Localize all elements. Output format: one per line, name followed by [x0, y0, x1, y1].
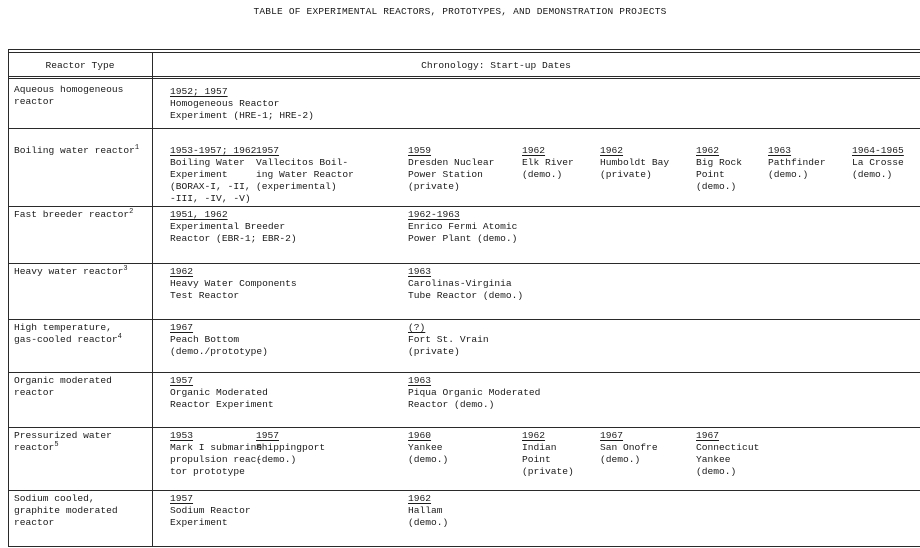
startup-date: 1957 — [170, 375, 194, 386]
row-divider — [8, 490, 920, 491]
chronology-entry — [696, 430, 759, 478]
table-title: TABLE OF EXPERIMENTAL REACTORS, PROTOTYPES, AND DEMONSTRATION PROJECTS — [253, 6, 667, 17]
reactor-type-line: High temperature, — [14, 322, 112, 333]
project-description-line: (demo./prototype) — [170, 346, 268, 357]
startup-date: 1953-1957; 1962 — [170, 145, 257, 156]
reactor-type-line: Organic moderated — [14, 375, 112, 386]
reactor-type-line: Sodium cooled, — [14, 493, 95, 504]
reactor-type-cell — [14, 145, 139, 157]
project-description-line: Dresden Nuclear — [408, 157, 495, 168]
reactor-type-line: reactor — [14, 96, 55, 107]
table-bottom-rule — [8, 546, 920, 547]
row-divider — [8, 372, 920, 373]
startup-date: 1962-1963 — [408, 209, 460, 220]
project-description-line: (demo.) — [696, 181, 737, 192]
chronology-entry — [696, 145, 742, 193]
project-description-line: Experimental Breeder — [170, 221, 286, 232]
project-description-line: Experiment — [170, 517, 228, 528]
reactor-type-cell — [14, 375, 112, 399]
project-description-line: Pathfinder — [768, 157, 826, 168]
footnote-marker: 2 — [129, 207, 134, 216]
footnote-marker: 3 — [123, 264, 128, 273]
footnote-marker: 1 — [134, 143, 140, 152]
project-description-line: Boiling Water — [170, 157, 245, 168]
startup-date: 1962 — [408, 493, 432, 504]
chronology-entry — [170, 209, 297, 245]
startup-date: 1967 — [170, 322, 194, 333]
project-description-line: Indian — [522, 442, 557, 453]
reactor-type-line: Heavy water reactor$^3$ — [14, 264, 128, 277]
project-description-line: (demo.) — [408, 517, 449, 528]
chronology-entry — [256, 430, 325, 466]
project-description-line: Piqua Organic Moderated — [408, 387, 541, 398]
project-description-line: La Crosse — [852, 157, 904, 168]
project-description-line: Enrico Fermi Atomic — [408, 221, 518, 232]
chronology-entry — [522, 145, 574, 181]
header-bottom-rule-inner — [8, 78, 920, 79]
project-description-line: (private) — [600, 169, 652, 180]
chronology-entry — [408, 493, 448, 529]
chronology-entry — [170, 145, 256, 205]
startup-date: (?) — [408, 322, 426, 333]
reactor-type-line: reactor$^5$ — [14, 440, 59, 453]
chronology-entry — [600, 430, 658, 466]
project-description-line: ing Water Reactor — [256, 169, 354, 180]
reactor-type-cell — [14, 493, 118, 529]
row-divider — [8, 427, 920, 428]
project-description-line: Reactor (demo.) — [408, 399, 495, 410]
row-divider — [8, 128, 920, 129]
reactor-type-line: Pressurized water — [14, 430, 112, 441]
chronology-entry — [768, 145, 826, 181]
project-description-line: (demo.) — [696, 466, 737, 477]
chronology-entry — [408, 322, 489, 358]
startup-date: 1959 — [408, 145, 432, 156]
table-left-border — [8, 49, 9, 547]
reactor-type-cell — [14, 209, 133, 221]
chronology-entry — [256, 145, 354, 193]
table-top-rule-inner — [8, 52, 920, 53]
project-description-line: Point — [696, 169, 725, 180]
startup-date: 1957 — [170, 493, 194, 504]
row-divider — [8, 319, 920, 320]
startup-date: 1952; 1957 — [170, 86, 228, 97]
project-description-line: (demo.) — [600, 454, 641, 465]
column-divider — [152, 52, 153, 546]
footnote-marker: 4 — [117, 332, 122, 341]
project-description-line: Yankee — [408, 442, 443, 453]
project-description-line: Reactor Experiment — [170, 399, 274, 410]
project-description-line: Mark I submarine — [170, 442, 263, 453]
reactor-type-cell — [14, 84, 123, 108]
project-description-line: Big Rock — [696, 157, 743, 168]
chronology-entry — [852, 145, 904, 181]
project-description-line: Sodium Reactor — [170, 505, 251, 516]
chronology-entry — [170, 266, 297, 302]
header-bottom-rule — [8, 76, 920, 77]
project-description-line: Carolinas-Virginia — [408, 278, 512, 289]
startup-date: 1962 — [696, 145, 720, 156]
table-top-rule — [8, 49, 920, 50]
project-description-line: Power Station — [408, 169, 483, 180]
startup-date: 1967 — [600, 430, 624, 441]
project-description-line: Yankee — [696, 454, 731, 465]
project-description-line: (demo.) — [408, 454, 449, 465]
project-description-line: Organic Moderated — [170, 387, 268, 398]
startup-date: 1962 — [170, 266, 194, 277]
chronology-entry — [170, 493, 251, 529]
reactor-type-line: reactor — [14, 517, 55, 528]
startup-date: 1963 — [408, 266, 432, 277]
reactor-type-line: Aqueous homogeneous — [14, 84, 124, 95]
startup-date: 1957 — [256, 145, 280, 156]
project-description-line: tor prototype — [170, 466, 245, 477]
chronology-entry — [408, 266, 523, 302]
project-description-line: Tube Reactor (demo.) — [408, 290, 524, 301]
project-description-line: -III, -IV, -V) — [170, 193, 251, 204]
project-description-line: Peach Bottom — [170, 334, 240, 345]
chronology-entry — [408, 430, 448, 466]
startup-date: 1963 — [768, 145, 792, 156]
startup-date: 1962 — [600, 145, 624, 156]
header-reactor-type: Reactor Type — [45, 60, 115, 71]
reactor-type-line: reactor — [14, 387, 55, 398]
chronology-entry — [170, 86, 314, 122]
reactor-type-cell — [14, 430, 112, 454]
project-description-line: Point — [522, 454, 551, 465]
chronology-entry — [170, 375, 274, 411]
project-description-line: (demo.) — [522, 169, 563, 180]
chronology-entry — [600, 145, 669, 181]
footnote-marker: 5 — [54, 440, 59, 449]
row-divider — [8, 206, 920, 207]
project-description-line: (demo.) — [256, 454, 297, 465]
project-description-line: (BORAX-I, -II, — [170, 181, 251, 192]
project-description-line: (private) — [522, 466, 574, 477]
project-description-line: San Onofre — [600, 442, 658, 453]
reactor-type-line: gas-cooled reactor$^4$ — [14, 332, 122, 345]
project-description-line: (demo.) — [852, 169, 893, 180]
chronology-entry — [170, 430, 262, 478]
project-description-line: Experiment (HRE-1; HRE-2) — [170, 110, 314, 121]
startup-date: 1964-1965 — [852, 145, 904, 156]
startup-date: 1951, 1962 — [170, 209, 228, 220]
chronology-entry — [408, 375, 540, 411]
project-description-line: Homogeneous Reactor — [170, 98, 280, 109]
reactor-type-line: graphite moderated — [14, 505, 118, 516]
project-description-line: Test Reactor — [170, 290, 240, 301]
project-description-line: Shippingport — [256, 442, 326, 453]
startup-date: 1953 — [170, 430, 194, 441]
project-description-line: (private) — [408, 346, 460, 357]
project-description-line: Connecticut — [696, 442, 760, 453]
project-description-line: Vallecitos Boil- — [256, 157, 349, 168]
reactor-type-line: Fast breeder reactor$^2$ — [14, 207, 134, 220]
startup-date: 1963 — [408, 375, 432, 386]
reactor-type-cell — [14, 322, 122, 346]
startup-date: 1962 — [522, 145, 546, 156]
reactor-type-cell — [14, 266, 128, 278]
project-description-line: Power Plant (demo.) — [408, 233, 518, 244]
startup-date: 1967 — [696, 430, 720, 441]
project-description-line: Heavy Water Components — [170, 278, 297, 289]
header-chronology: Chronology: Start-up Dates — [421, 60, 571, 71]
chronology-entry — [170, 322, 268, 358]
row-divider — [8, 263, 920, 264]
startup-date: 1960 — [408, 430, 432, 441]
project-description-line: Elk River — [522, 157, 574, 168]
project-description-line: Experiment — [170, 169, 228, 180]
reactor-type-line: Boiling water reactor$^1$ — [14, 143, 140, 156]
project-description-line: Reactor (EBR-1; EBR-2) — [170, 233, 297, 244]
project-description-line: (private) — [408, 181, 460, 192]
chronology-entry — [408, 209, 517, 245]
project-description-line: (demo.) — [768, 169, 809, 180]
chronology-entry — [408, 145, 494, 193]
startup-date: 1957 — [256, 430, 280, 441]
project-description-line: Humboldt Bay — [600, 157, 670, 168]
project-description-line: Hallam — [408, 505, 443, 516]
project-description-line: Fort St. Vrain — [408, 334, 489, 345]
project-description-line: propulsion reac- — [170, 454, 263, 465]
project-description-line: (experimental) — [256, 181, 337, 192]
chronology-entry — [522, 430, 574, 478]
startup-date: 1962 — [522, 430, 546, 441]
